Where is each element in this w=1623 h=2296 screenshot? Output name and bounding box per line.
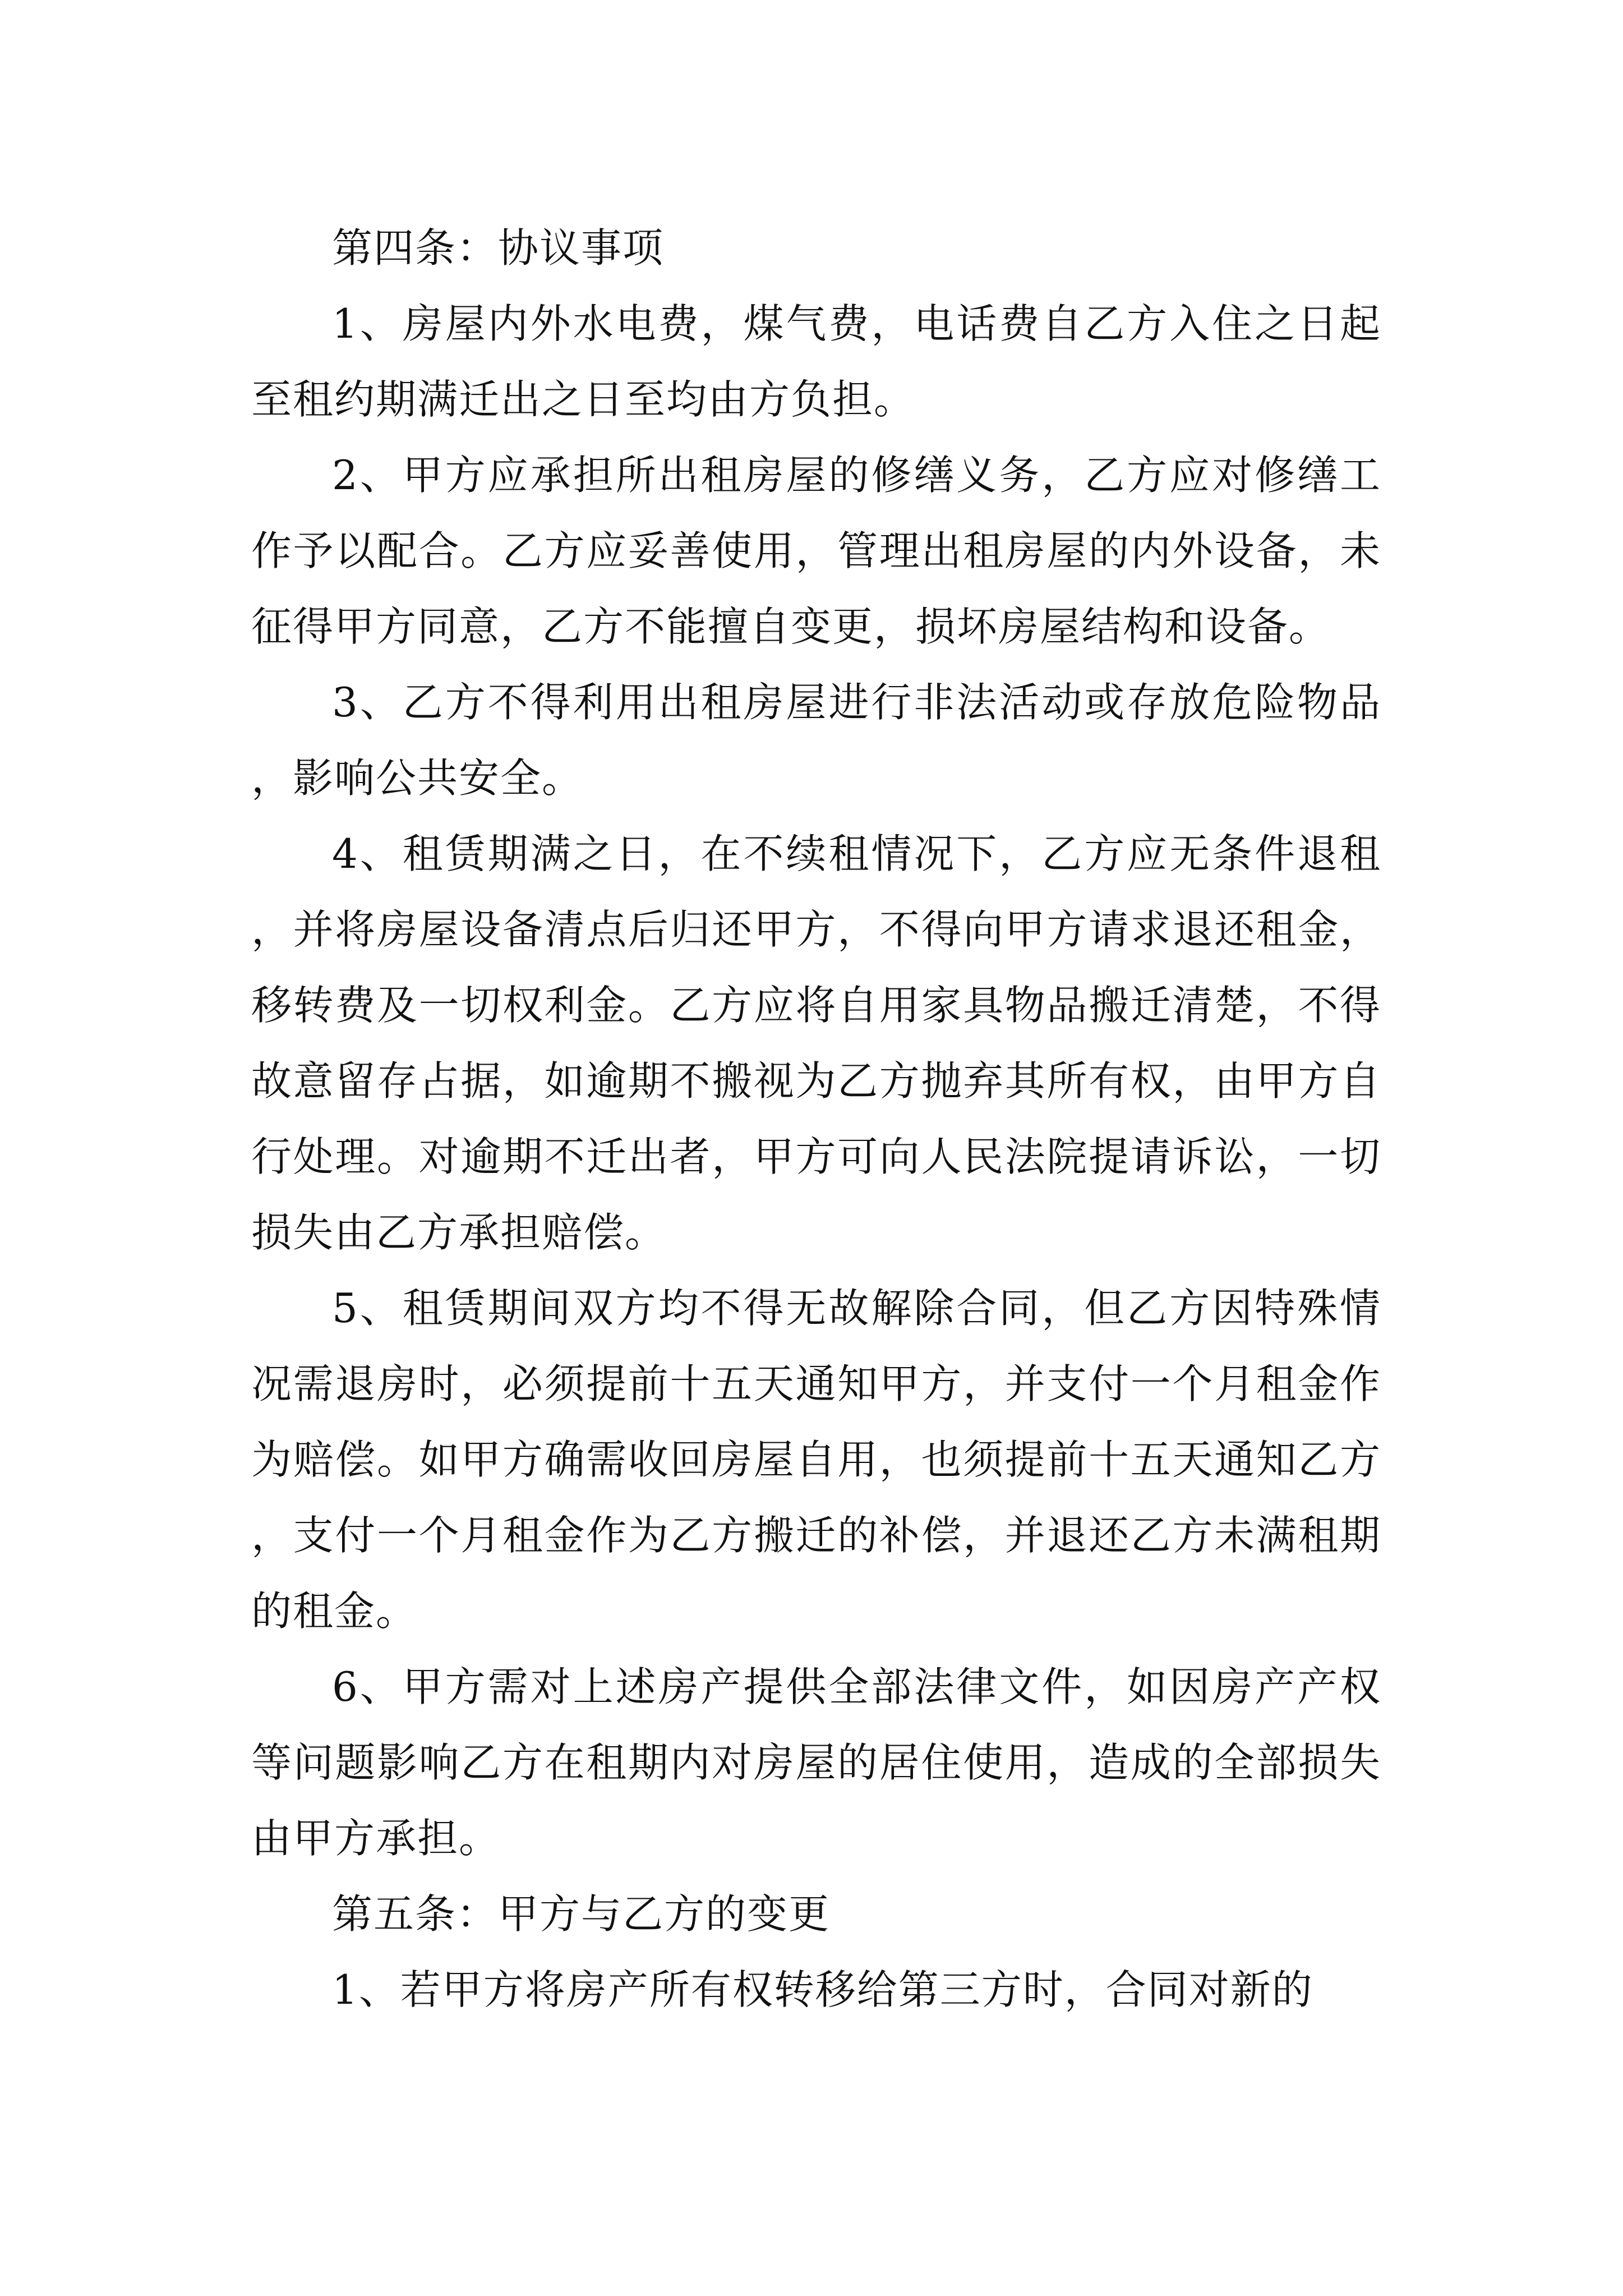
clause-4-5: 5、租赁期间双方均不得无故解除合同，但乙方因特殊情况需退房时，必须提前十五天通知甲方，并支付一个月租金作为赔偿。如甲方确需收回房屋自用，也须提前十五天通知乙方，支付一个月租金作为乙方搬迁的补偿，并退还乙方未满租期的租金。 [251, 1285, 1381, 1635]
clause-4-1: 1、房屋内外水电费，煤气费，电话费自乙方入住之日起至租约期满迁出之日至均由方负担。 [251, 300, 1381, 423]
section-heading-article-4: 第四条：协议事项 [332, 224, 665, 272]
clause-5-1: 1、若甲方将房产所有权转移给第三方时，合同对新的 [332, 1966, 1313, 2013]
section-heading-article-5: 第五条：甲方与乙方的变更 [332, 1890, 831, 1938]
clause-4-4: 4、租赁期满之日，在不续租情况下，乙方应无条件退租，并将房屋设备清点后归还甲方，不得向甲方请求退还租金，移转费及一切权利金。乙方应将自用家具物品搬迁清楚，不得故意留存占据，如逾期不搬视为乙方抛弃其所有权，由甲方自行处理。对逾期不迁出者，甲方可向人民法院提请诉讼，一切损失由乙方承担赔偿。 [251, 830, 1381, 1256]
clause-4-3: 3、乙方不得利用出租房屋进行非法活动或存放危险物品，影响公共安全。 [251, 679, 1381, 802]
document-body [251, 210, 1381, 2028]
clause-4-6: 6、甲方需对上述房产提供全部法律文件，如因房产产权等问题影响乙方在租期内对房屋的居住使用，造成的全部损失由甲方承担。 [251, 1663, 1381, 1862]
clause-4-2: 2、甲方应承担所出租房屋的修缮义务，乙方应对修缮工作予以配合。乙方应妥善使用，管理出租房屋的内外设备，未征得甲方同意，乙方不能擅自变更，损坏房屋结构和设备。 [251, 452, 1381, 650]
